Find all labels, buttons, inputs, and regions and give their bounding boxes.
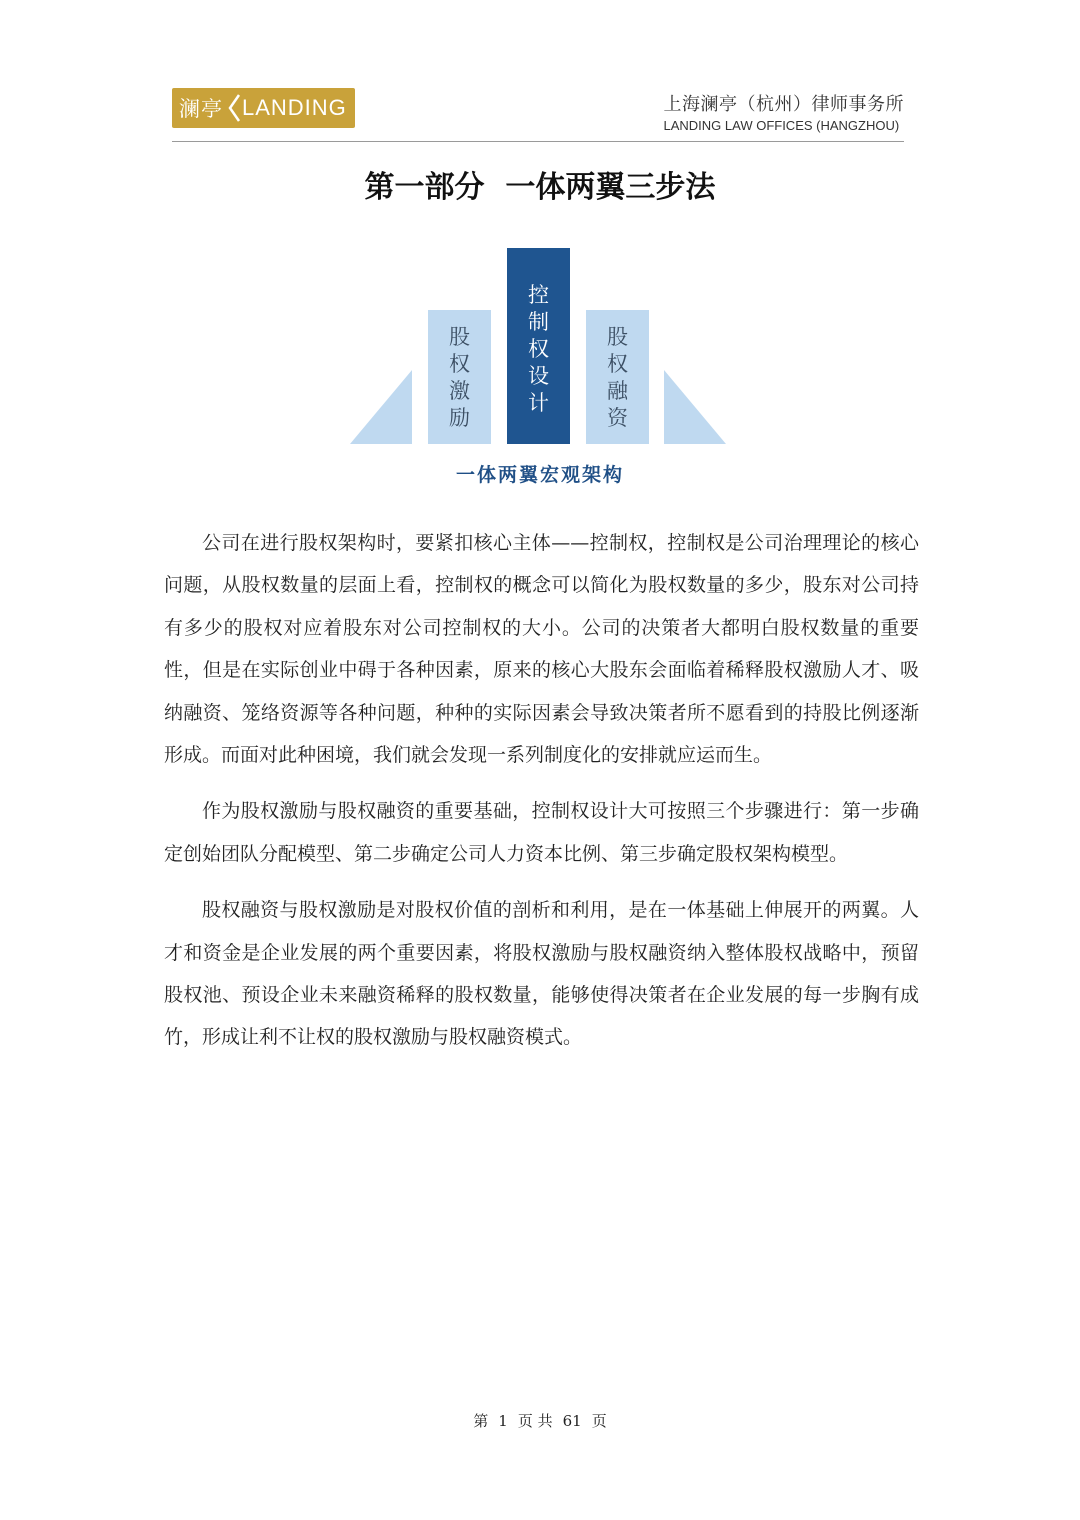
- footer-suffix: 页: [591, 1412, 607, 1430]
- page-title: 第一部分 一体两翼三步法: [364, 170, 716, 205]
- left-wing-triangle: [350, 370, 412, 444]
- landing-logo: [172, 88, 355, 128]
- logo-english-text: LANDING: [242, 95, 347, 120]
- control-design-label: 控 制 权 设 计: [528, 283, 549, 415]
- logo-bracket-icon: [227, 93, 241, 123]
- firm-name-english: LANDING LAW OFFICES (HANGZHOU): [663, 118, 900, 133]
- logo-chinese-text: 澜亭: [179, 97, 223, 121]
- body-text: [164, 522, 919, 1073]
- control-design-bar: [507, 248, 570, 444]
- firm-name-chinese: 上海澜亭（杭州）律师事务所: [663, 94, 904, 115]
- structure-diagram: [350, 248, 730, 498]
- right-wing-triangle: [664, 370, 726, 444]
- equity-incentive-label: 股 权 激 励: [449, 325, 470, 430]
- firm-name: [664, 90, 905, 133]
- header-divider: [172, 141, 904, 142]
- paragraph-three-steps: 作为股权激励与股权融资的重要基础，控制权设计大可按照三个步骤进行：第一步确定创始团队分配模型、第二步确定公司人力资本比例、第三步确定股权架构模型。: [164, 800, 919, 865]
- diagram-caption: 一体两翼宏观架构: [455, 464, 624, 486]
- page-footer: [0, 1410, 1080, 1431]
- equity-financing-label: 股 权 融 资: [607, 325, 628, 430]
- footer-total-pages: 61: [562, 1412, 582, 1430]
- footer-page-number: 1: [498, 1412, 508, 1430]
- footer-middle: 页 共: [517, 1412, 553, 1430]
- footer-prefix: 第: [473, 1412, 489, 1430]
- page-header: [172, 86, 904, 142]
- paragraph-two-wings: 股权融资与股权激励是对股权价值的剖析和利用，是在一体基础上伸展开的两翼。人才和资金是企业发展的两个重要因素，将股权激励与股权融资纳入整体股权战略中，预留股权池、预设企业未来融资稀释的股权数量，能够使得决策者在企业发展的每一步胸有成竹，形成让利不让权的股权激励与股权融资模式。: [164, 899, 919, 1049]
- equity-incentive-bar: [428, 310, 491, 444]
- paragraph-control-rights: 公司在进行股权架构时，要紧扣核心主体——控制权，控制权是公司治理理论的核心问题，从股权数量的层面上看，控制权的概念可以简化为股权数量的多少，股东对公司持有多少的股权对应着股东对公司控制权的大小。公司的决策者大都明白股权数量的重要性，但是在实际创业中碍于各种因素，原来的核心大股东会面临着稀释股权激励人才、吸纳融资、笼络资源等各种问题，种种的实际因素会导致决策者所不愿看到的持股比例逐渐形成。而面对此种困境，我们就会发现一系列制度化的安排就应运而生。: [164, 532, 919, 767]
- equity-financing-bar: [586, 310, 649, 444]
